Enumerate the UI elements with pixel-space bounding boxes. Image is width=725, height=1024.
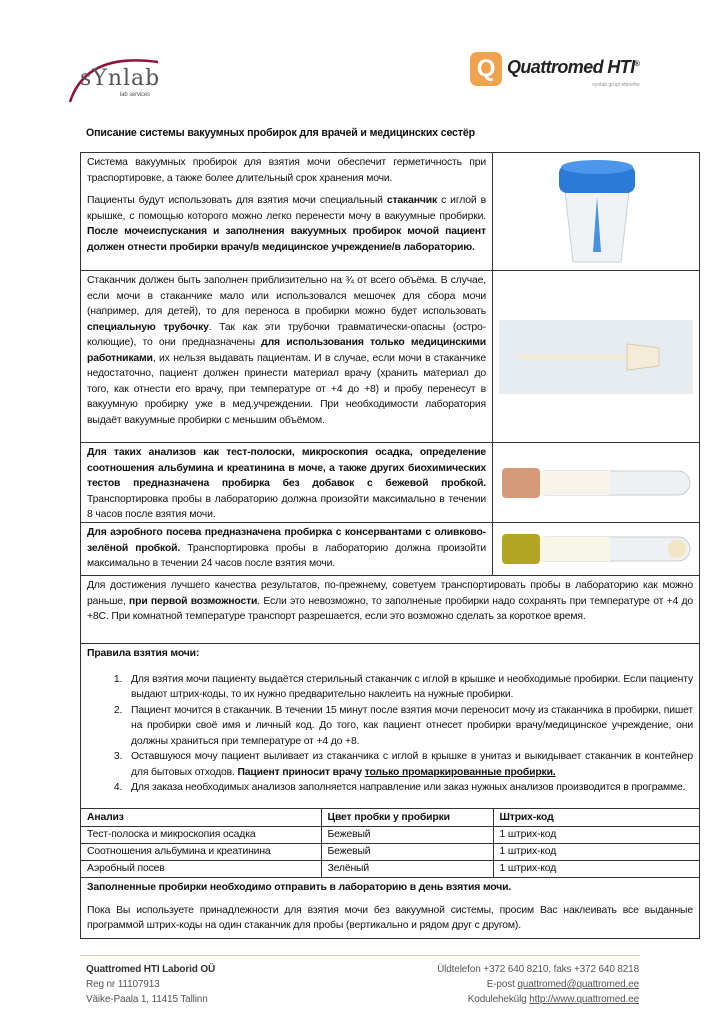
footer-email-label: E-post <box>486 979 518 990</box>
footer-divider <box>80 955 640 956</box>
table-row: Тест-полоска и микроскопия осадка Бежевый 1 штрих-код <box>81 826 699 843</box>
quattromed-logo <box>470 52 660 92</box>
green-tube-description: Для аэробного посева предназначена пробирка с консервантами с оливково-зелёной пробкой. Транспортировка пробы в лабораторию должна произойти максимально в течении 24 часов после взятия мочи. <box>81 523 493 575</box>
footer-right <box>437 962 639 1007</box>
row-beige-tube <box>81 443 699 523</box>
closing-section <box>81 878 699 938</box>
rules-section <box>81 644 699 808</box>
info-table <box>80 152 700 939</box>
transfer-straw-image <box>493 271 699 442</box>
cup-paragraph-2: Пациенты будут использовать для взятия мочи специальный стаканчик с иглой в крышке, с помощью которого можно легко перенести мочу в вакуумные пробирки. После мочеиспускания и заполнения вакуумных пробирок мочой пациент должен отнести пробирки врачу/в медицинское учреждение/в лабораторию. <box>87 195 486 253</box>
footer-web-label: Kodulehekülg <box>467 994 530 1005</box>
footer-address: Väike-Paala 1, 11415 Tallinn <box>86 994 208 1005</box>
closing-bold-note: Заполненные пробирки необходимо отправить в лабораторию в день взятия мочи. <box>87 882 512 893</box>
footer-email-link[interactable]: quattromed@quattromed.ee <box>517 979 639 990</box>
table-header-row: Анализ Цвет пробки у пробирки Штрих-код <box>81 809 699 826</box>
row-storage-advice <box>81 576 699 644</box>
synlab-logo <box>66 50 176 110</box>
quattromed-q-icon: Q <box>470 52 502 86</box>
green-tube-image <box>493 523 699 575</box>
quattromed-logo-subtitle: synlab grupi ettevõte <box>592 82 640 88</box>
footer-left <box>86 962 215 1007</box>
table-row: Аэробный посев Зелёный 1 штрих-код <box>81 860 699 877</box>
row-rules <box>81 644 699 809</box>
row-cup <box>81 153 699 271</box>
urine-cup-image <box>493 153 699 270</box>
beige-tube-image <box>493 443 699 522</box>
rule-item: 1. Для взятия мочи пациенту выдаётся стерильный стаканчик с иглой в крышке и необходимые пробирки. Если пациенту выдают штрих-коды, то их нужно предварительно наклеить на нужные пробирки. <box>125 672 693 703</box>
transfer-tube-description: Стаканчик должен быть заполнен приблизительно на ¾ от всего объёма. В случае, если мочи в стаканчике мало или использовался мешочек для сбора мочи (например, для детей), то для переноса в пробирки можно будет использовать специальную трубочку. Так как эти трубочки травматически-опасны (остро-колющие), то они предназначены для использования только медицинскими работниками, их нельзя выдавать пациентам. И в случае, если мочи в стаканчике недостаточно, пациент должен принести материал врачу (хранить материал до того, как отнести его врачу, при температуре от +4 до +8) и пробу перенесут в вакуумную пробирку уже в мед.учреждении. При необходимости лаборатория выдаёт вакуумные пробирки с меньшим объёмом. <box>81 271 493 442</box>
rule-item: 4. Для заказа необходимых анализов заполняется направление или заказ нужных анализов производится в программе. <box>125 780 693 796</box>
rules-list <box>125 672 693 796</box>
beige-tube-description: Для таких анализов как тест-полоски, микроскопия осадка, определение соотношения альбумина и креатинина в моче, а также других биохимических тестов предназначена пробирка без добавок с бежевой пробкой. Транспортировка пробы в лабораторию должна произойти максимально в течении 8 часов после взятия мочи. <box>81 443 493 522</box>
footer-web-link[interactable]: http://www.quattromed.ee <box>529 994 639 1005</box>
closing-text: Пока Вы используете принадлежности для взятия мочи без вакуумной системы, просим Вас наклеивать все выданные программой штрих-коды на один стаканчик для пробы (вертикально и рядом друг с другом). <box>87 904 693 931</box>
row-closing <box>81 878 699 938</box>
page-title: Описание системы вакуумных пробирок для врачей и медицинских сестёр <box>86 127 475 139</box>
row-transfer-tube <box>81 271 699 443</box>
synlab-logo-text: sYnlab <box>80 66 161 91</box>
rules-heading: Правила взятия мочи: <box>87 648 200 659</box>
storage-advice-text: Для достижения лучшего качества результатов, по-прежнему, советуем транспортировать пробы в лабораторию как можно раньше, при первой возможности. Если это невозможно, то заполненые пробирки надо сохранять при температуре от +4 до +8C. При комнатной температуре транспорт разрешается, если это возможно сделать за короткое время. <box>87 580 693 622</box>
table-row: Соотношения альбумина и креатинина Бежевый 1 штрих-код <box>81 843 699 860</box>
row-analysis-table <box>81 809 699 878</box>
quattromed-logo-text: Quattromed HTI® <box>507 57 640 77</box>
cup-description <box>81 153 493 270</box>
footer-reg: Reg nr 11107913 <box>86 979 160 990</box>
rule-item: 3. Оставшуюся мочу пациент выливает из стаканчика с иглой в крышке в унитаз и выкидывает стаканчик в контейнер для бытовых отходов. Пациент приносит врачу только промаркированные пробирки. <box>125 749 693 780</box>
footer-phone: Üldtelefon +372 640 8210, faks +372 640 8218 <box>437 964 639 975</box>
rule-item: 2. Пациент мочится в стаканчик. В течении 15 минут после взятия мочи переносит мочу из стаканчика в пробирки, пишет на пробирки своё имя и личный код. До того, как пациент отнесет пробирки врачу/медицинское учреждение, они должны храниться при температуре от +4 до +8. <box>125 703 693 750</box>
analysis-table <box>81 809 699 877</box>
synlab-logo-subtitle: lab services <box>120 92 150 98</box>
footer-company: Quattromed HTI Laborid OÜ <box>86 964 216 975</box>
cup-paragraph-1: Система вакуумных пробирок для взятия мочи обеспечит герметичность при траспортировке, а также более длительный срок хранения мочи. <box>87 157 486 184</box>
row-green-tube <box>81 523 699 576</box>
